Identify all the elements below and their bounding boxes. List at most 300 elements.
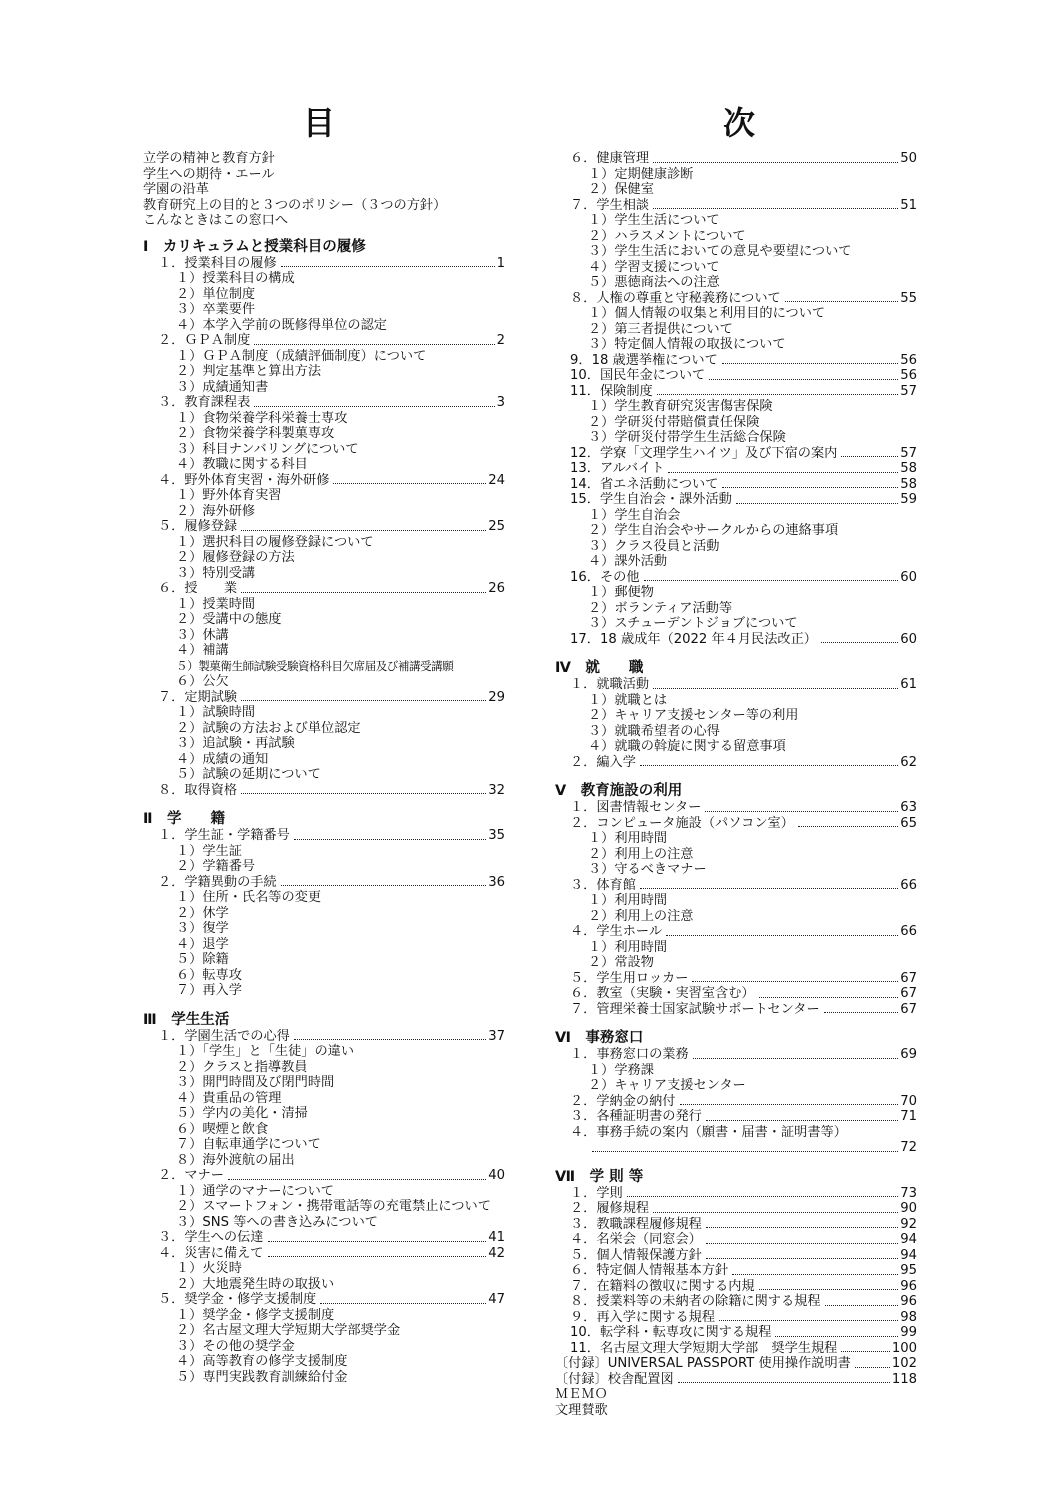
toc-entry	[555, 632, 917, 648]
toc-entry-text: ３）復学	[176, 921, 229, 936]
toc-entry	[555, 971, 917, 987]
toc-entry-text: ４）補講	[176, 643, 229, 658]
toc-entry	[555, 446, 917, 462]
toc-entry-text: １）学生教育研究災害傷害保険	[588, 399, 773, 414]
dot-leader	[841, 456, 898, 457]
dot-leader	[268, 1241, 487, 1242]
toc-entry-text: １）住所・氏名等の変更	[176, 890, 322, 905]
toc-entry	[555, 1325, 917, 1341]
page-number: 118	[891, 1371, 917, 1387]
toc-entry-text: ６．健康管理	[570, 151, 650, 166]
toc-subentry	[143, 906, 505, 922]
toc-subentry	[143, 364, 505, 380]
toc-entry-text: ６．教室（実験・実習室含む）	[570, 986, 755, 1001]
toc-subentry	[555, 831, 917, 847]
toc-entry-text: ２．ＧＰＡ制度	[158, 333, 251, 348]
toc-entry-text: ２）利用上の注意	[588, 908, 694, 924]
toc-entry-text: Ⅵ 事務窓口	[555, 1030, 644, 1046]
toc-subentry	[143, 349, 505, 365]
page-number: 41	[488, 1230, 505, 1245]
toc-entry-text: ７）自転車通学について	[176, 1137, 321, 1152]
toc-entry-text: 学生への期待・エール	[143, 166, 275, 182]
toc-entry-continuation	[555, 1140, 917, 1156]
toc-entry-text: １）学務課	[588, 1062, 654, 1078]
dot-leader	[798, 826, 898, 827]
dot-leader	[653, 1212, 898, 1213]
toc-entry-text: １）火災時	[176, 1261, 242, 1276]
toc-subentry	[555, 337, 917, 353]
toc-entry	[143, 1168, 505, 1184]
toc-entry-text: １．事務窓口の業務	[570, 1047, 689, 1062]
toc-entry-text: こんなときはこの窓口へ	[143, 213, 289, 228]
toc-entry-text: １）選択科目の履修登録について	[176, 534, 374, 550]
page-number: 56	[900, 368, 917, 383]
toc-subentry	[555, 539, 917, 555]
toc-entry-text: ２）第三者提供について	[588, 321, 733, 337]
page-number: 40	[488, 1168, 505, 1183]
toc-entry-text: ＭＥＭＯ	[555, 1387, 608, 1402]
toc-entry	[555, 1279, 917, 1295]
toc-entry-text: ４）成績の通知	[176, 751, 269, 767]
dot-leader	[294, 1039, 486, 1040]
toc-subentry	[555, 955, 917, 971]
page-number: 51	[900, 197, 917, 213]
toc-subentry	[555, 693, 917, 709]
toc-entry-text: ２）クラスと指導教員	[176, 1059, 308, 1075]
toc-entry	[143, 1292, 505, 1308]
toc-entry-text: ２．編入学	[570, 754, 636, 770]
page-number: 70	[900, 1093, 917, 1109]
page-title: 目 次	[302, 104, 933, 142]
toc-entry-text: ４）就職の斡旋に関する留意事項	[588, 739, 786, 754]
dot-leader	[785, 301, 898, 302]
dot-leader	[592, 1151, 898, 1152]
dot-leader	[241, 530, 486, 531]
toc-entry-text: ２．コンピュータ施設（パソコン室）	[570, 815, 794, 831]
toc-subentry	[555, 554, 917, 570]
toc-subentry	[143, 705, 505, 721]
toc-subentry	[143, 442, 505, 458]
toc-entry	[143, 783, 505, 799]
toc-entry-text: ５）学内の美化・清掃	[176, 1106, 308, 1121]
toc-left-column	[143, 151, 505, 1385]
toc-entry-text: ６）喫煙と飲食	[176, 1121, 269, 1137]
dot-leader	[254, 344, 494, 345]
toc-entry-text: ３）スチューデントジョブについて	[588, 616, 798, 631]
toc-entry-text: ３）特別受講	[176, 565, 256, 581]
toc-entry-text: Ⅶ 学 則 等	[555, 1168, 644, 1185]
toc-entry-text: 立学の精神と教育方針	[143, 151, 275, 166]
toc-entry-text: 14．省エネ活動について	[570, 476, 719, 492]
page-number: 25	[488, 519, 505, 534]
dot-leader	[333, 483, 486, 484]
dot-leader	[824, 1012, 899, 1013]
toc-subentry	[555, 523, 917, 539]
toc-entry-text: １．就職活動	[570, 677, 650, 692]
dot-leader	[709, 379, 898, 380]
toc-entry-text: １）授業時間	[176, 596, 256, 612]
toc-subentry	[143, 566, 505, 582]
page-number: 100	[891, 1340, 917, 1356]
toc-subentry	[143, 721, 505, 737]
dot-leader	[666, 935, 898, 936]
toc-entry-text: 教育研究上の目的と３つのポリシー（３つの方針）	[143, 197, 447, 213]
toc-entry	[555, 878, 917, 894]
toc-entry-text: ４．名栄会（同窓会）	[570, 1232, 702, 1247]
page-number: 71	[900, 1109, 917, 1124]
toc-entry-text: ５．学生用ロッカー	[570, 970, 689, 986]
toc-entry	[555, 1109, 917, 1125]
toc-subentry	[555, 508, 917, 524]
dot-leader	[653, 688, 898, 689]
toc-subentry	[143, 1044, 505, 1060]
toc-entry	[555, 1372, 917, 1388]
dot-leader	[653, 208, 898, 209]
toc-entry-text: １）野外体育実習	[176, 488, 282, 503]
toc-subentry	[555, 1078, 917, 1094]
toc-subentry	[555, 893, 917, 909]
toc-section-heading	[555, 660, 917, 677]
toc-entry	[143, 875, 505, 891]
toc-entry-text: Ⅱ 学 籍	[143, 811, 226, 827]
toc-entry-text: 11．保険制度	[570, 383, 653, 399]
toc-entry-text: ２．学納金の納付	[570, 1093, 676, 1109]
toc-entry-text: １）授業科目の構成	[176, 271, 295, 286]
toc-entry-text: ７．定期試験	[158, 689, 238, 705]
toc-entry-text: ６）転専攻	[176, 967, 242, 983]
dot-leader	[653, 162, 898, 163]
toc-entry-text: ３．教職課程履修規程	[570, 1216, 702, 1232]
toc-entry-text: ３）SNS 等への書き込みについて	[176, 1214, 378, 1230]
toc-entry-text: １．図書情報センター	[570, 800, 702, 815]
toc-subentry	[143, 380, 505, 396]
toc-entry-text: ２．履修規程	[570, 1201, 650, 1216]
toc-entry-text: ３）学生生活においての意見や要望について	[588, 244, 852, 259]
toc-entry	[555, 198, 917, 214]
dot-leader	[678, 1382, 890, 1383]
toc-entry	[555, 1248, 917, 1264]
toc-entry-text: ２）名古屋文理大学短期大学部奨学金	[176, 1323, 401, 1338]
toc-entry-text: ３）休講	[176, 627, 229, 643]
toc-entry-text: 学園の沿革	[143, 182, 209, 197]
page-number: 55	[900, 290, 917, 306]
toc-entry-text: １）学生自治会	[588, 507, 681, 523]
page-number: 67	[900, 970, 917, 986]
toc-entry-text: ３）開門時間及び閉門時間	[176, 1075, 335, 1090]
toc-entry	[555, 1186, 917, 1202]
toc-entry-text: １）利用時間	[588, 893, 668, 908]
toc-entry-text: 12．学寮「文理学生ハイツ」及び下宿の案内	[570, 445, 838, 461]
toc-entry-text: Ⅰ カリキュラムと授業科目の履修	[143, 238, 366, 255]
toc-subentry	[143, 1277, 505, 1293]
toc-subentry	[555, 601, 917, 617]
toc-entry-text: １）利用時間	[588, 939, 668, 955]
toc-entry-text: ６）公欠	[176, 674, 229, 689]
toc-entry-text: ８．人権の尊重と守秘義務について	[570, 290, 781, 306]
dot-leader	[241, 592, 486, 593]
dot-leader	[841, 1351, 889, 1352]
toc-subentry	[143, 550, 505, 566]
toc-entry-text: ５．履修登録	[158, 519, 238, 534]
page-number: 2	[496, 333, 505, 348]
toc-entry	[555, 1263, 917, 1279]
toc-subentry	[555, 306, 917, 322]
toc-right-column	[555, 151, 917, 1418]
toc-subentry	[555, 708, 917, 724]
dot-leader	[706, 1227, 898, 1228]
toc-subentry	[555, 260, 917, 276]
toc-entry-text: 10．国民年金について	[570, 368, 706, 383]
toc-entry-text: ３）その他の奨学金	[176, 1338, 295, 1354]
page-number: 50	[900, 151, 917, 166]
toc-subentry	[143, 1075, 505, 1091]
page-number: 99	[900, 1325, 917, 1340]
dot-leader	[825, 1305, 899, 1306]
toc-entry-text: 11．名古屋文理大学短期大学部 奨学生規程	[570, 1340, 838, 1356]
page-number: 69	[900, 1047, 917, 1062]
toc-entry-text: ３）守るべきマナー	[588, 862, 707, 877]
toc-entry	[143, 182, 505, 198]
toc-entry	[143, 213, 505, 229]
toc-entry-text: ４）教職に関する科目	[176, 457, 308, 472]
toc-entry-text: ５）製菓衛生師試験受験資格科目欠席届及び補講受講願	[176, 658, 454, 673]
toc-entry	[555, 1310, 917, 1326]
toc-subentry	[143, 1184, 505, 1200]
toc-entry-text: Ⅲ 学生生活	[143, 1011, 230, 1028]
toc-entry	[555, 986, 917, 1002]
toc-entry-text: ７．管理栄養士国家試験サポートセンター	[570, 1001, 820, 1017]
page-number: 1	[496, 255, 505, 271]
toc-entry	[555, 677, 917, 693]
toc-entry-text: １）ＧＰＡ制度（成績評価制度）について	[176, 348, 427, 364]
toc-subentry	[143, 890, 505, 906]
page-number: 72	[900, 1140, 917, 1155]
toc-entry-text: ４．災害に備えて	[158, 1245, 264, 1261]
toc-subentry	[143, 535, 505, 551]
dot-leader	[281, 266, 495, 267]
toc-entry-text: １）学生生活について	[588, 213, 720, 228]
toc-entry-text: ３．各種証明書の発行	[570, 1109, 702, 1124]
toc-entry	[143, 256, 505, 272]
toc-section-heading	[555, 783, 917, 800]
dot-leader	[736, 503, 898, 504]
toc-entry-text: 9．18 歳選挙権について	[570, 352, 718, 368]
toc-entry	[555, 1201, 917, 1217]
toc-entry-text: ２）キャリア支援センター	[588, 1078, 746, 1093]
toc-subentry	[143, 1199, 505, 1215]
page-number: 58	[900, 461, 917, 476]
page-number: 57	[900, 383, 917, 399]
toc-entry-text: ３）特定個人情報の取扱について	[588, 337, 786, 352]
toc-subentry	[555, 940, 917, 956]
toc-subentry	[143, 318, 505, 334]
dot-leader	[693, 1058, 899, 1059]
toc-subentry	[143, 1060, 505, 1076]
toc-entry	[143, 1246, 505, 1262]
toc-subentry	[143, 674, 505, 690]
toc-entry-text: ２）判定基準と算出方法	[176, 364, 322, 379]
toc-entry-text: １）就職とは	[588, 692, 668, 708]
dot-leader	[281, 885, 487, 886]
toc-subentry	[143, 1370, 505, 1386]
toc-subentry	[555, 739, 917, 755]
dot-leader	[294, 839, 486, 840]
toc-subentry	[143, 457, 505, 473]
toc-entry-text: ２）海外研修	[176, 503, 256, 519]
page-number: 57	[900, 445, 917, 461]
toc-entry-text: ８．授業料等の未納者の除籍に関する規程	[570, 1294, 821, 1309]
page-number: 58	[900, 476, 917, 492]
toc-subentry	[555, 847, 917, 863]
dot-leader	[668, 472, 898, 473]
toc-subentry	[143, 488, 505, 504]
toc-subentry	[143, 659, 505, 675]
toc-entry-text: ２．マナー	[158, 1168, 224, 1183]
toc-subentry	[555, 213, 917, 229]
toc-entry-text: 〔付録〕校舎配置図	[555, 1371, 674, 1387]
toc-entry	[555, 1341, 917, 1357]
toc-subentry	[143, 752, 505, 768]
toc-section-heading	[143, 811, 505, 828]
toc-subentry	[143, 1215, 505, 1231]
page-number: 60	[900, 631, 917, 647]
toc-entry	[143, 1029, 505, 1045]
dot-leader	[706, 1243, 898, 1244]
page-number: 24	[488, 472, 505, 488]
toc-subentry	[143, 1339, 505, 1355]
dot-leader	[706, 1258, 898, 1259]
toc-entry-text: ３．学生への伝達	[158, 1230, 264, 1245]
page-number: 60	[900, 569, 917, 585]
toc-subentry	[555, 430, 917, 446]
dot-leader	[644, 580, 899, 581]
toc-entry	[143, 198, 505, 214]
toc-entry	[555, 353, 917, 369]
toc-entry-text: １．学生証・学籍番号	[158, 828, 290, 843]
page-number: 32	[488, 782, 505, 798]
toc-subentry	[555, 244, 917, 260]
toc-entry	[555, 1047, 917, 1063]
toc-subentry	[555, 724, 917, 740]
toc-subentry	[143, 968, 505, 984]
toc-subentry	[143, 937, 505, 953]
toc-entry	[555, 461, 917, 477]
toc-subentry	[143, 1122, 505, 1138]
toc-entry-text: ４．事務手続の案内（願書・届書・証明書等）	[570, 1124, 847, 1140]
toc-entry	[143, 690, 505, 706]
toc-entry-text: 16．その他	[570, 569, 640, 585]
page-number: 61	[900, 677, 917, 692]
page-number: 29	[488, 689, 505, 705]
toc-entry	[143, 333, 505, 349]
toc-entry-text: ４）貴重品の管理	[176, 1090, 282, 1106]
toc-entry-text: ３）追試験・再試験	[176, 736, 295, 751]
toc-section-heading	[555, 1169, 917, 1186]
toc-entry	[555, 291, 917, 307]
dot-leader	[241, 700, 486, 701]
toc-entry	[555, 570, 917, 586]
dot-leader	[241, 793, 486, 794]
toc-entry	[555, 1403, 917, 1419]
toc-entry-text: ４．学生ホール	[570, 924, 663, 939]
dot-leader	[706, 1120, 898, 1121]
toc-entry	[555, 1002, 917, 1018]
toc-entry-text: ５）悪徳商法への注意	[588, 275, 720, 290]
toc-entry-text: ２）大地震発生時の取扱い	[176, 1276, 335, 1292]
toc-entry-text: １）学生証	[176, 843, 242, 859]
page-number: 98	[900, 1309, 917, 1325]
toc-entry	[143, 828, 505, 844]
toc-entry-text: ３）成績通知書	[176, 379, 269, 395]
toc-entry-text: ９．再入学に関する規程	[570, 1309, 716, 1325]
toc-entry-text: ３）科目ナンバリングについて	[176, 441, 359, 457]
toc-entry	[555, 492, 917, 508]
toc-entry-text: ２）キャリア支援センター等の利用	[588, 708, 799, 723]
toc-entry	[555, 800, 917, 816]
dot-leader	[705, 811, 898, 812]
toc-entry-text: 15．学生自治会・課外活動	[570, 492, 732, 507]
toc-entry-text: 10．転学科・転専攻に関する規程	[570, 1325, 772, 1340]
page-number: 73	[900, 1185, 917, 1201]
toc-subentry	[555, 616, 917, 632]
toc-entry-text: １．学則	[570, 1185, 623, 1201]
toc-entry	[555, 816, 917, 832]
toc-entry-text: １）定期健康診断	[588, 166, 694, 182]
toc-subentry	[143, 952, 505, 968]
toc-entry-text: １）郵便物	[588, 585, 654, 600]
toc-entry-text: ２）学生自治会やサークルからの連絡事項	[588, 523, 839, 538]
toc-entry-text: ４）本学入学前の既修得単位の認定	[176, 317, 387, 333]
toc-entry-text: １）試験時間	[176, 705, 256, 720]
dot-leader	[640, 888, 898, 889]
page-number: 67	[900, 986, 917, 1001]
toc-entry	[555, 1094, 917, 1110]
dot-leader	[657, 394, 899, 395]
page-number: 102	[891, 1356, 917, 1371]
toc-entry-text: ５）試験の延期について	[176, 767, 321, 782]
toc-entry-text: 13．アルバイト	[570, 461, 665, 476]
toc-entry-text: Ⅴ 教育施設の利用	[555, 783, 683, 799]
toc-subentry	[555, 415, 917, 431]
toc-entry-text: ６．授 業	[158, 581, 238, 596]
dot-leader	[722, 487, 898, 488]
toc-subentry	[143, 302, 505, 318]
toc-subentry	[143, 287, 505, 303]
toc-entry-text: ３）学研災付帯学生生活総合保険	[588, 430, 786, 445]
page-number: 95	[900, 1263, 917, 1278]
page-number: 3	[496, 395, 505, 410]
toc-subentry	[555, 275, 917, 291]
toc-entry	[143, 151, 505, 167]
toc-subentry	[143, 1106, 505, 1122]
toc-entry-text: ７）再入学	[176, 983, 242, 998]
page-number: 96	[900, 1294, 917, 1309]
toc-subentry	[555, 1063, 917, 1079]
toc-entry	[143, 519, 505, 535]
toc-entry-text: ２）保健室	[588, 182, 654, 197]
toc-subentry	[143, 844, 505, 860]
dot-leader	[759, 1289, 899, 1290]
toc-entry-text: ４）高等教育の修学支援制度	[176, 1354, 348, 1369]
page-number: 35	[488, 828, 505, 843]
toc-entry-text: ２）試験の方法および単位認定	[176, 720, 361, 736]
toc-entry-text: １）食物栄養学科栄養士専攻	[176, 410, 348, 426]
toc-entry-text: ３．教育課程表	[158, 395, 251, 410]
toc-entry-text: ３）クラス役員と活動	[588, 538, 720, 554]
page-number: 66	[900, 877, 917, 893]
toc-subentry	[555, 399, 917, 415]
page-number: 36	[488, 874, 505, 890]
